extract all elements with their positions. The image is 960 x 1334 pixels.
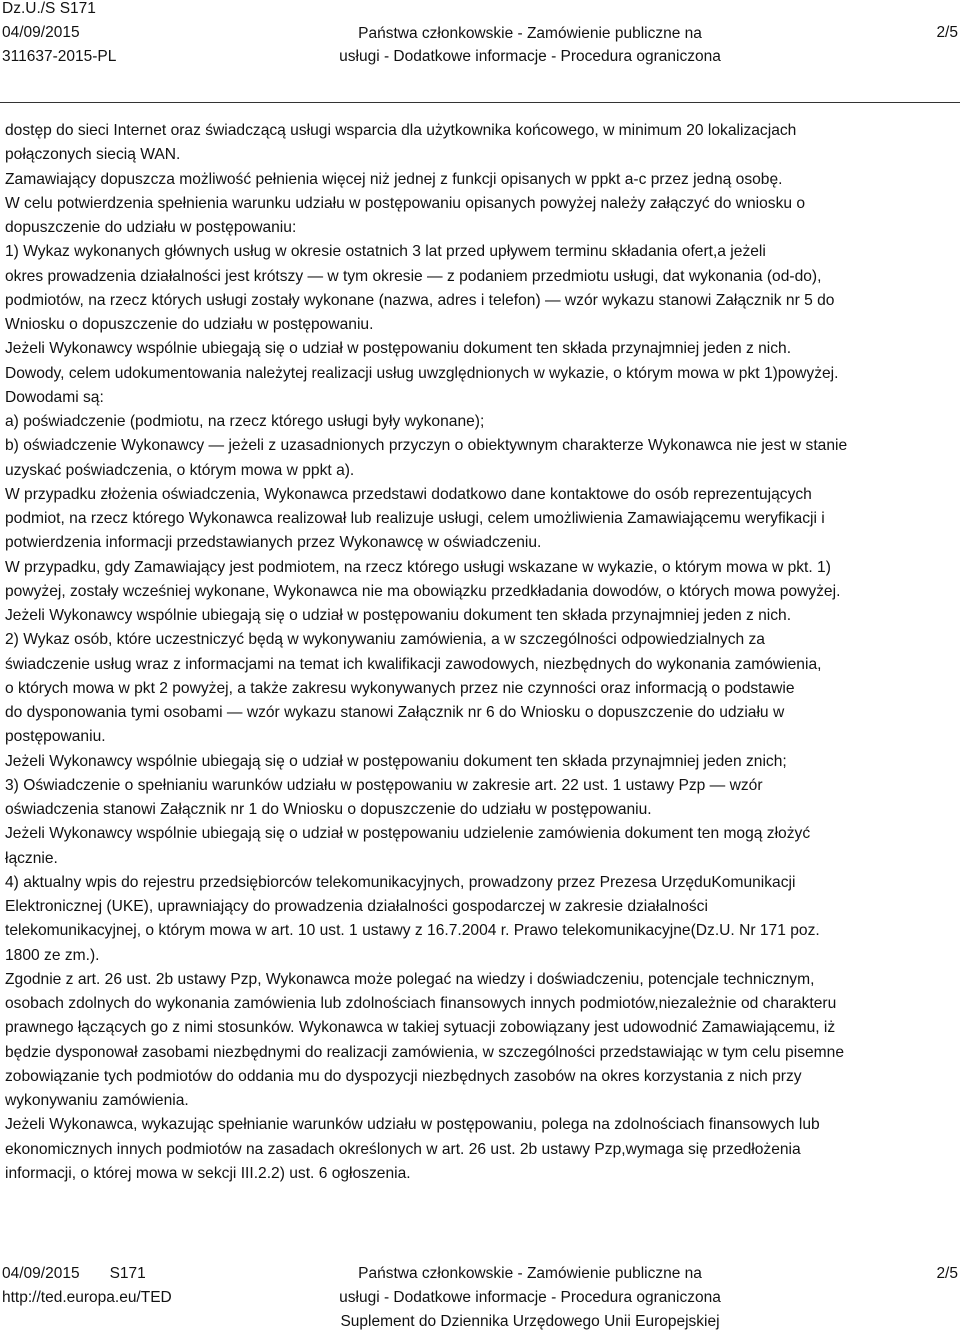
- header-doc-id: 311637-2015-PL: [2, 48, 117, 65]
- body-line: Dowodami są:: [5, 388, 104, 406]
- body-line: b) oświadczenie Wykonawcy — jeżeli z uzasadnionych przyczyn o obiektywnym charakterze Wykonawca nie jest w stanie: [5, 437, 848, 455]
- footer-issue: S171: [109, 1265, 146, 1282]
- body-line: Zamawiający dopuszcza możliwość pełnienia więcej niż jednej z funkcji opisanych w ppkt a-c przez jedną osobę.: [5, 170, 783, 188]
- body-line: podmiotów, na rzecz których usługi zostały wykonane (nazwa, adres i telefon) — wzór wykazu stanowi Załącznik nr 5 do: [5, 291, 835, 309]
- body-line: Zgodnie z art. 26 ust. 2b ustawy Pzp, Wykonawca może polegać na wiedzy i doświadczeniu, potencjale technicznym,: [5, 970, 815, 988]
- body-line: Dowody, celem udokumentowania należytej realizacji usług uwzględnionych w wykazie, o którym mowa w pkt 1)powyżej.: [5, 364, 839, 382]
- body-line: W przypadku, gdy Zamawiający jest podmiotem, na rzecz którego usługi wskazane w wykazie, o którym mowa w pkt. 1): [5, 558, 831, 576]
- footer-title-line3: Suplement do Dziennika Urzędowego Unii Europejskiej: [340, 1313, 720, 1330]
- body-line: 2) Wykaz osób, które uczestniczyć będą w wykonywaniu zamówienia, a w szczególności odpowiedzialnych za: [5, 631, 765, 649]
- body-line: osobach zdolnych do wykonania zamówienia lub zdolnościach finansowych innych podmiotów,niezależnie od charakteru: [5, 995, 837, 1012]
- body-line: Jeżeli Wykonawcy wspólnie ubiegają się o udział w postępowaniu dokument ten składa przynajmniej jeden z nich.: [5, 607, 792, 624]
- body-line: łącznie.: [5, 849, 58, 867]
- footer-url: http://ted.europa.eu/TED: [2, 1289, 172, 1306]
- body-line: do dysponowania tymi osobami — wzór wykazu stanowi Załącznik nr 6 do Wniosku o dopuszczenie do udziału w: [5, 704, 785, 721]
- body-line: Jeżeli Wykonawcy wspólnie ubiegają się o udział w postępowaniu dokument ten składa przynajmniej jeden znich;: [5, 752, 787, 770]
- body-line: świadczenie usług wraz z informacjami na temat ich kwalifikacji zawodowych, niezbędnych do wykonania zamówienia,: [5, 655, 822, 673]
- page-header: [0, 0, 960, 72]
- body-line: 3) Oświadczenie o spełnianiu warunków udziału w postępowaniu w zakresie art. 22 ust. 1 ustawy Pzp — wzór: [5, 776, 763, 794]
- body-line: uzyskać poświadczenia, o którym mowa w ppkt a).: [5, 461, 355, 479]
- header-date: 04/09/2015: [2, 24, 80, 41]
- body-line: Jeżeli Wykonawca, wykazując spełnianie warunków udziału w postępowaniu, polega na zdolnościach finansowych lub: [5, 1116, 820, 1134]
- body-line: W przypadku złożenia oświadczenia, Wykonawca przedstawi dodatkowo dane kontaktowe do osób reprezentujących: [5, 485, 812, 503]
- body-line: powyżej, zostały wcześniej wykonane, Wykonawca nie ma obowiązku przedkładania dowodów, o których mowa powyżej.: [5, 582, 841, 600]
- footer-title-line2: usługi - Dodatkowe informacje - Procedura ograniczona: [339, 1289, 721, 1306]
- header-title-line2: usługi - Dodatkowe informacje - Procedura ograniczona: [339, 48, 721, 65]
- body-line: wykonywaniu zamówienia.: [5, 1092, 189, 1109]
- body-line: Wniosku o dopuszczenie do udziału w postępowaniu.: [5, 316, 374, 333]
- body-line: W celu potwierdzenia spełnienia warunku udziału w postępowaniu opisanych powyżej należy załączyć do wniosku o: [5, 194, 806, 212]
- footer-date-issue: [2, 1262, 146, 1286]
- body-line: dopuszczenie do udziału w postępowaniu:: [5, 219, 297, 236]
- body-line: 4) aktualny wpis do rejestru przedsiębiorców telekomunikacyjnych, prowadzony przez Prezesa UrzęduKomunikacji: [5, 873, 796, 891]
- body-line: połączonych siecią WAN.: [5, 146, 181, 164]
- body-line: informacji, o której mowa w sekcji III.2.2) ust. 6 ogłoszenia.: [5, 1164, 411, 1182]
- body-line: postępowaniu.: [5, 728, 106, 746]
- document-body: [5, 119, 953, 1186]
- body-line: oświadczenia stanowi Załącznik nr 1 do Wniosku o dopuszczenie do udziału w postępowaniu.: [5, 801, 652, 818]
- footer-title-line1: Państwa członkowskie - Zamówienie publiczne na: [358, 1265, 702, 1282]
- body-line: ekonomicznych innych podmiotów na zasadach określonych w art. 26 ust. 2b ustawy Pzp,wymaga się przedłożenia: [5, 1140, 801, 1158]
- body-line: o których mowa w pkt 2 powyżej, a także zakresu wykonywanych przez nie czynności oraz informacją o podstawie: [5, 679, 795, 697]
- body-line: dostęp do sieci Internet oraz świadczącą usługi wsparcia dla użytkownika końcowego, w minimum 20 lokalizacjach: [5, 122, 797, 139]
- body-line: a) poświadczenie (podmiotu, na rzecz którego usługi były wykonane);: [5, 413, 485, 430]
- header-page-number: 2/5: [936, 24, 958, 41]
- body-line: podmiot, na rzecz którego Wykonawca realizował lub realizuje usługi, celem umożliwienia Zamawiającemu weryfikacji i: [5, 510, 825, 527]
- footer-page-number: 2/5: [936, 1265, 958, 1282]
- body-line: telekomunikacyjnej, o którym mowa w art. 10 ust. 1 ustawy z 16.7.2004 r. Prawo telekomunikacyjne(Dz.U. Nr 171 poz.: [5, 922, 820, 940]
- footer-date: 04/09/2015: [2, 1265, 80, 1282]
- body-line: 1) Wykaz wykonanych głównych usług w okresie ostatnich 3 lat przed upływem terminu składania ofert,a jeżeli: [5, 243, 766, 261]
- body-line: Jeżeli Wykonawcy wspólnie ubiegają się o udział w postępowaniu udzielenie zamówienia dokument ten mogą złożyć: [5, 825, 811, 843]
- body-line: zobowiązanie tych podmiotów do oddania mu do dyspozycji niezbędnych zasobów na okres korzystania z nich przy: [5, 1067, 802, 1085]
- body-line: prawnego łączących go z nimi stosunków. Wykonawca w takiej sytuacji zobowiązany jest udowodnić Zamawiającemu, iż: [5, 1019, 836, 1037]
- body-line: będzie dysponował zasobami niezbędnymi do realizacji zamówienia, w szczególności przedstawiając w tym celu pisemne: [5, 1043, 844, 1061]
- header-title-line1: Państwa członkowskie - Zamówienie publiczne na: [358, 25, 702, 42]
- body-line: Elektronicznej (UKE), uprawniający do prowadzenia działalności gospodarczej w zakresie działalności: [5, 898, 708, 915]
- body-line: okres prowadzenia działalności jest krótszy — w tym okresie — z podaniem przedmiotu usługi, dat wykonania (od-do),: [5, 267, 822, 285]
- body-line: potwierdzenia informacji przedstawianych przez Wykonawcę w oświadczeniu.: [5, 534, 542, 552]
- body-line: 1800 ze zm.).: [5, 946, 100, 964]
- journal-ref: Dz.U./S S171: [2, 0, 96, 17]
- header-divider: [0, 102, 960, 103]
- body-line: Jeżeli Wykonawcy wspólnie ubiegają się o udział w postępowaniu dokument ten składa przynajmniej jeden z nich.: [5, 340, 792, 358]
- page-footer: [0, 1262, 960, 1334]
